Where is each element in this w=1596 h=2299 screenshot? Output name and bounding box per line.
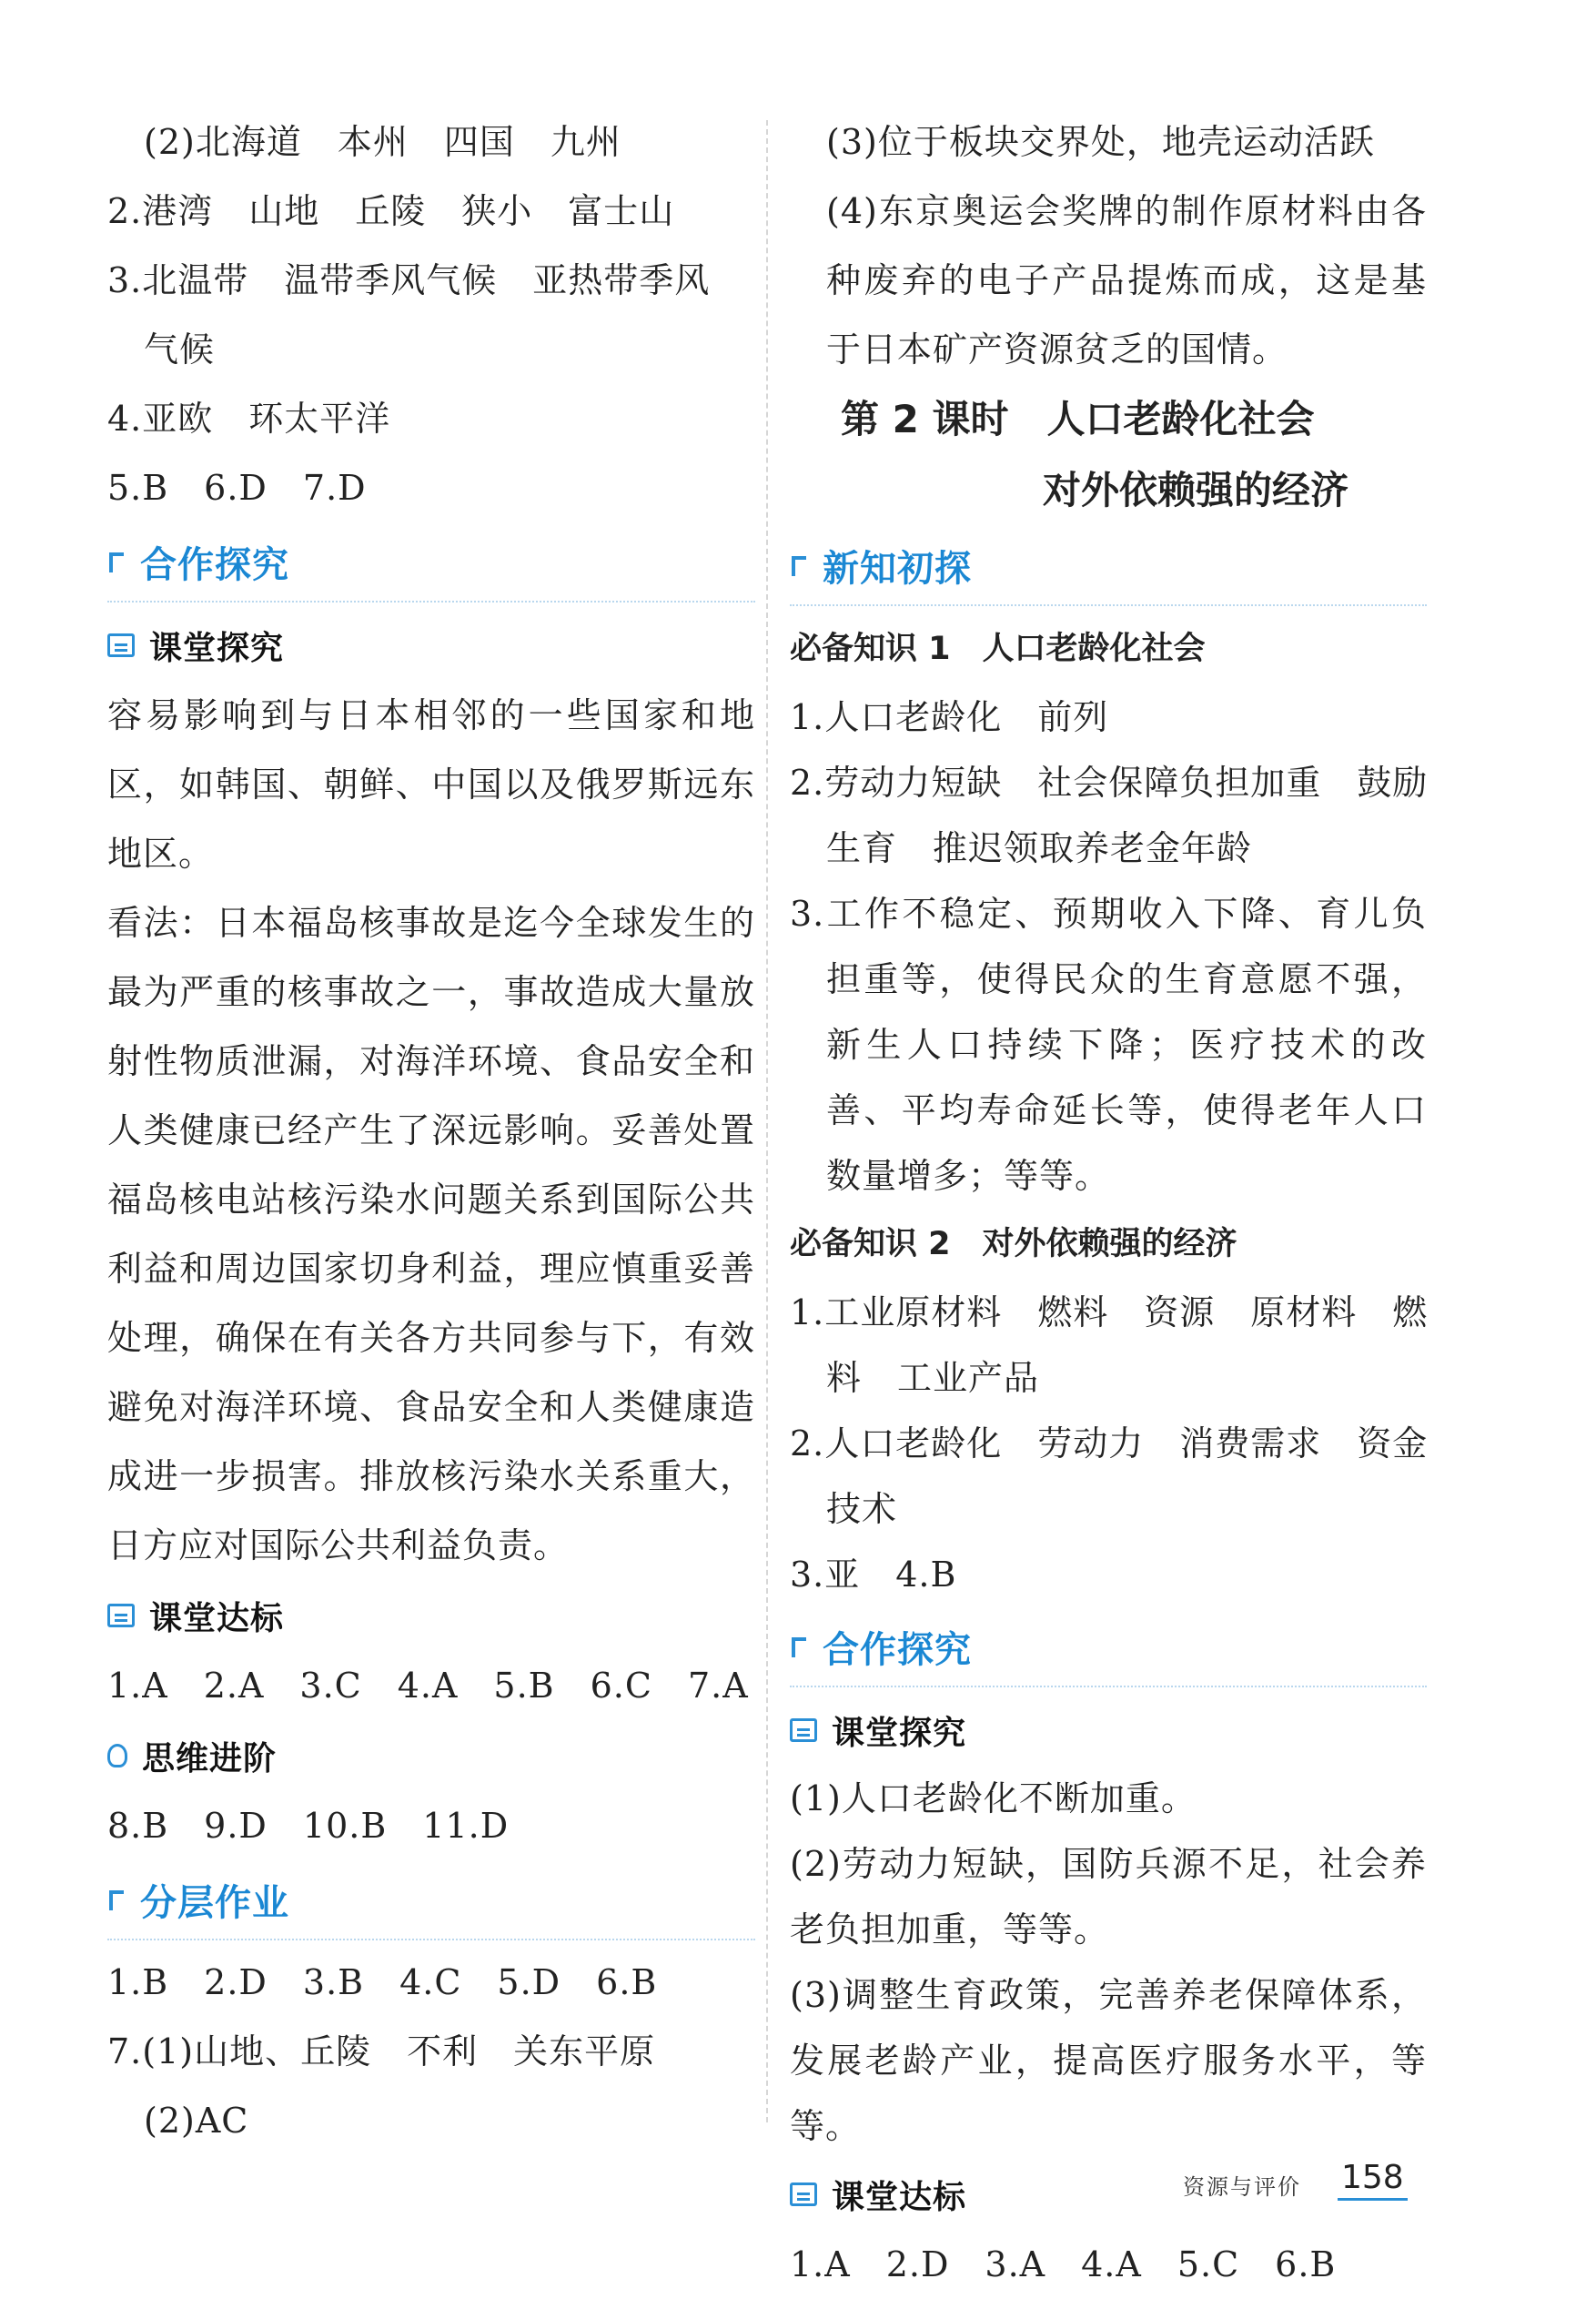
open-book-icon	[107, 1604, 135, 1627]
notepad-icon	[790, 1718, 817, 1742]
knowledge-heading: 必备知识 1 人口老龄化社会	[790, 631, 1206, 667]
answer-paragraph: (4)东京奥运会奖牌的制作原材料由各种废弃的电子产品提炼而成，这是基于日本矿产资源贫乏的国情。	[826, 191, 1427, 370]
right-column	[790, 107, 1427, 2299]
section-header-hezuo	[107, 522, 755, 603]
column-divider	[766, 120, 768, 2122]
answer-paragraph: (2)劳动力短缺，国防兵源不足，社会养老负担加重，等等。	[790, 1844, 1427, 1950]
answer-line: 1.工业原材料 燃料 资源 原材料 燃	[790, 1292, 1429, 1332]
answer-line: 料 工业产品	[826, 1358, 1040, 1398]
answer-line: 3.北温带 温带季风气候 亚热带季风	[107, 260, 711, 300]
subsection-title: 课堂探究	[832, 1714, 967, 1752]
lesson-subtitle: 对外依赖强的经济	[1043, 468, 1349, 512]
subsection-header-siwei	[107, 1720, 755, 1791]
answer-line: 技术	[826, 1489, 898, 1529]
section-title: 合作探究	[140, 543, 289, 586]
left-column	[107, 107, 755, 2155]
answer-line: 7.(1)山地、丘陵 不利 关东平原	[107, 2031, 656, 2071]
bookmark-icon	[107, 1887, 127, 1912]
answer-paragraph: 看法：日本福岛核事故是迄今全球发生的最为严重的核事故之一，事故造成大量放射性物质泄漏，对海洋环境、食品安全和人类健康已经产生了深远影响。妥善处置福岛核电站核污染水问题关系到国际公共利益和周边国家切身利益，理应慎重妥善处理，确保在有关各方共同参与下，有效避免对海洋环境、食品安全和人类健康造成进一步损害。排放核污染水关系重大，日方应对国际公共利益负责。	[107, 903, 755, 1565]
answer-paragraph: (1)人口老龄化不断加重。	[790, 1778, 1197, 1818]
answer-line: 5.B 6.D 7.D	[107, 468, 367, 508]
answer-paragraph: (3)调整生育政策，完善养老保障体系，发展老龄产业，提高医疗服务水平，等等。	[790, 1975, 1427, 2146]
subsection-header-dabiao	[107, 1580, 755, 1651]
knowledge-heading: 必备知识 2 对外依赖强的经济	[790, 1226, 1237, 1262]
lightbulb-icon	[107, 1744, 127, 1767]
section-title: 新知初探	[823, 547, 972, 590]
answer-line: 1.人口老龄化 前列	[790, 697, 1109, 737]
answer-line: 2.人口老龄化 劳动力 消费需求 资金	[790, 1423, 1429, 1463]
subsection-title: 课堂达标	[832, 2178, 967, 2216]
answer-paragraph: 容易影响到与日本相邻的一些国家和地区，如韩国、朝鲜、中国以及俄罗斯远东地区。	[107, 695, 755, 874]
answer-line: 8.B 9.D 10.B 11.D	[107, 1806, 510, 1846]
answer-line: 2.港湾 山地 丘陵 狭小 富士山	[107, 191, 675, 231]
answer-paragraph: 3.工作不稳定、预期收入下降、育儿负担重等，使得民众的生育意愿不强，新生人口持续下降；医疗技术的改善、平均寿命延长等，使得老年人口数量增多；等等。	[790, 894, 1427, 1196]
section-header-hezuo	[790, 1607, 1427, 1687]
subsection-title: 课堂探究	[149, 629, 285, 667]
lesson-title: 第 2 课时 人口老龄化社会	[841, 397, 1315, 441]
answer-line: (2)北海道 本州 四国 九州	[144, 122, 621, 162]
footer-text: 资源与评价	[1183, 2174, 1301, 2200]
bookmark-icon	[790, 552, 810, 578]
subsection-title: 课堂达标	[149, 1599, 285, 1637]
subsection-header-ketang-tanjiu	[107, 610, 755, 681]
page-number: 158	[1338, 2159, 1408, 2201]
answer-line: 2.劳动力短缺 社会保障负担加重 鼓励	[790, 763, 1429, 803]
section-title: 合作探究	[823, 1628, 972, 1671]
answer-line: (2)AC	[144, 2101, 249, 2141]
answer-line: 1.A 2.D 3.A 4.A 5.C 6.B	[790, 2244, 1337, 2284]
section-header-xinzhi	[790, 526, 1427, 606]
page-footer	[1183, 2159, 1408, 2201]
answer-line: (3)位于板块交界处，地壳运动活跃	[826, 122, 1375, 162]
notepad-icon	[107, 633, 135, 657]
section-title: 分层作业	[140, 1881, 289, 1924]
answer-line: 气候	[144, 329, 216, 370]
section-header-fenceng	[107, 1860, 755, 1940]
bookmark-icon	[107, 549, 127, 574]
subsection-title: 思维进阶	[142, 1739, 278, 1777]
answer-line: 1.A 2.A 3.C 4.A 5.B 6.C 7.A	[107, 1666, 749, 1706]
answer-line: 生育 推迟领取养老金年龄	[826, 828, 1253, 868]
subsection-header-ketang-tanjiu	[790, 1695, 1427, 1766]
answer-line: 4.亚欧 环太平洋	[107, 399, 391, 439]
bookmark-icon	[790, 1634, 810, 1659]
answer-line: 3.亚 4.B	[790, 1555, 957, 1595]
answer-line: 1.B 2.D 3.B 4.C 5.D 6.B	[107, 1962, 658, 2002]
open-book-icon	[790, 2183, 817, 2206]
